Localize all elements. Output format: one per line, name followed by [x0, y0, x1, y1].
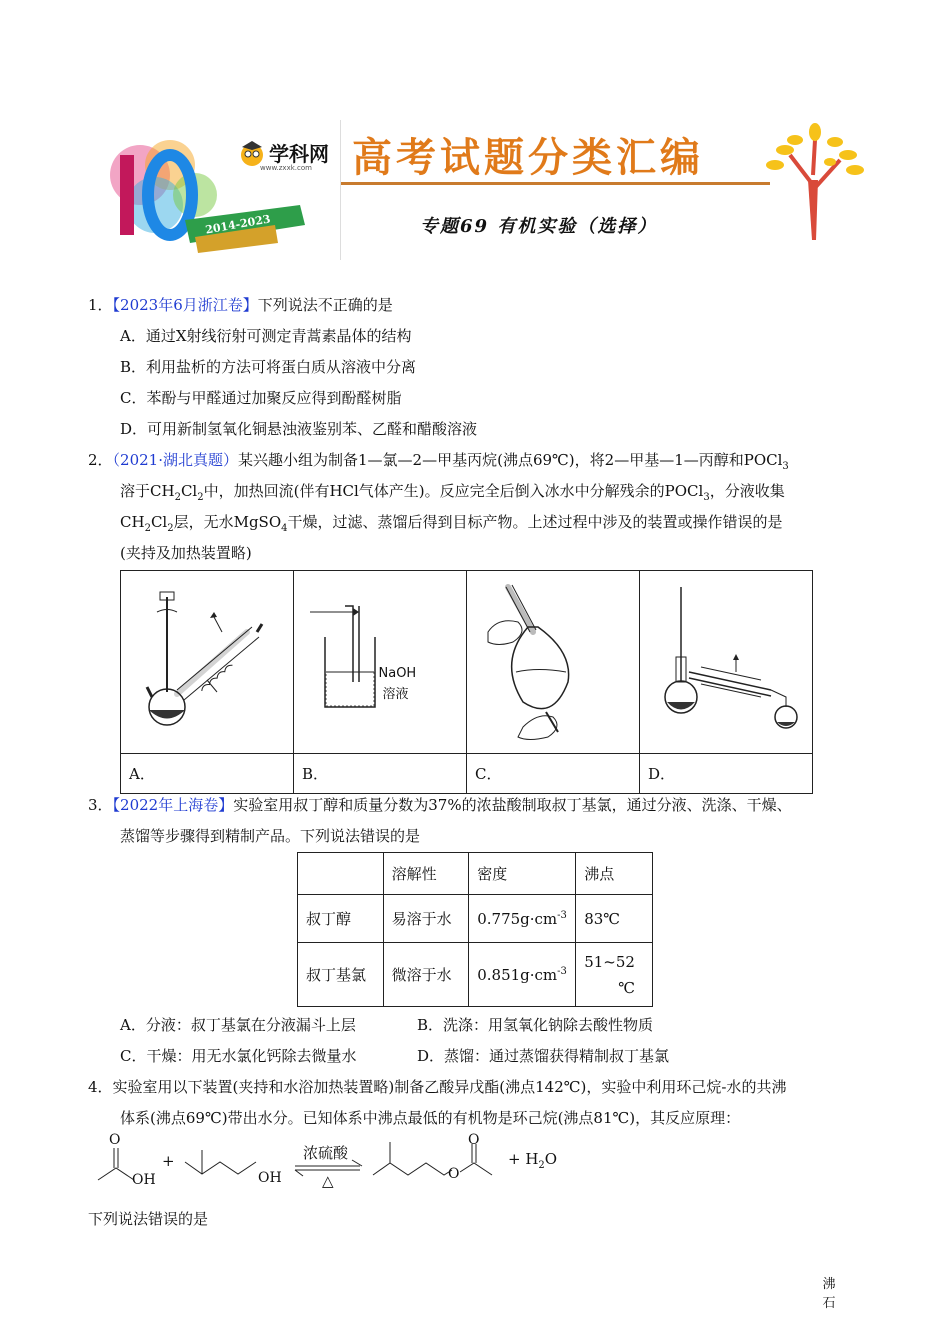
q4-line1	[88, 1076, 786, 1097]
table-cell: 叔丁基氯	[298, 943, 384, 1007]
q4-line2: 体系(沸点69℃)带出水分。已知体系中沸点最低的有机物是环己烷(沸点81℃)，其反应原理：	[120, 1109, 741, 1127]
q1-text: 下列说法不正确的是	[257, 296, 393, 314]
water-o: O	[544, 1150, 558, 1168]
bp-unit: ℃	[618, 978, 635, 997]
bp-value: 51~52	[584, 952, 635, 971]
q3-line1	[88, 794, 792, 815]
q3-text-1: 实验室用叔丁醇和质量分数为37%的浓盐酸制取叔丁基氯，通过分液、洗涤、干燥、	[233, 796, 792, 814]
figure-label-b: B．	[294, 754, 467, 794]
q2-source: （2021·湖北真题）	[112, 451, 238, 469]
q1-option-a: A．通过X射线衍射可测定青蒿素晶体的结构	[120, 327, 412, 345]
distillation-apparatus-figure	[641, 572, 811, 748]
figure-label-c: C．	[467, 754, 640, 794]
table-row	[298, 943, 653, 1007]
sup: -3	[557, 965, 567, 977]
q1-source: 【2023年6月浙江卷】	[112, 296, 258, 314]
sub: 2	[197, 492, 204, 503]
reagent-label: 浓硫酸	[303, 1144, 349, 1162]
site-logo	[238, 138, 329, 167]
figure-a-cell	[121, 571, 294, 754]
q1-option-d: D．可用新制氢氧化铜悬浊液鉴别苯、乙醛和醋酸溶液	[120, 420, 478, 438]
water-product	[508, 1150, 557, 1171]
table-cell	[469, 895, 576, 943]
figure-label-d: D．	[640, 754, 813, 794]
q1-option-c: C．苯酚与甲醛通过加聚反应得到酚醛树脂	[120, 389, 402, 407]
years-badge-word: years	[223, 186, 271, 213]
density-value: 0.775g·cm	[477, 909, 558, 928]
acid-o: O	[109, 1132, 121, 1148]
header-divider-vertical	[340, 120, 341, 260]
figure-c-cell	[467, 571, 640, 754]
heat-symbol: △	[322, 1172, 334, 1190]
sub: 2	[174, 492, 181, 503]
q1-option-b: B．利用盐析的方法可将蛋白质从溶液中分离	[120, 358, 417, 376]
logo-face-icon	[238, 139, 266, 167]
sup: -3	[557, 909, 567, 921]
q2-text-2d: ，分液收集	[709, 482, 785, 500]
property-table	[297, 852, 653, 1007]
q2-text-2a: 溶于CH	[120, 482, 175, 500]
table-cell: 易溶于水	[383, 895, 469, 943]
table-cell: 叔丁醇	[298, 895, 384, 943]
q1-number: 1．	[88, 296, 113, 314]
q3-option-b: B．洗涤：用氢氧化钠除去酸性物质	[417, 1016, 654, 1034]
table-header-cell: 密度	[469, 853, 576, 895]
gas-absorption-figure	[295, 572, 465, 748]
table-header-cell: 沸点	[576, 853, 653, 895]
reflux-apparatus-figure	[122, 572, 292, 748]
density-value: 0.851g·cm	[477, 965, 558, 984]
naoh-label: NaOH	[378, 665, 417, 681]
ester-carbonyl-o: O	[468, 1132, 480, 1148]
sub: 4	[281, 523, 288, 534]
table-header-row	[298, 853, 653, 895]
q3-line2: 蒸馏等步骤得到精制产品。下列说法错误的是	[120, 827, 421, 845]
q2-text-2b: Cl	[180, 482, 198, 500]
sub: 3	[782, 461, 789, 472]
boiling-chips-label: 沸石	[822, 1276, 836, 1311]
q2-line3	[120, 511, 783, 534]
q3-option-c: C．干燥：用无水氯化钙除去微量水	[120, 1047, 357, 1065]
table-cell: 83℃	[576, 895, 653, 943]
water-h: + H	[508, 1150, 539, 1168]
table-header-cell: 溶解性	[383, 853, 469, 895]
q2-text-2c: 中，加热回流(伴有HCl气体产生)。反应完全后倒入冰水中分解残余的POCl	[203, 482, 704, 500]
sub: 2	[167, 523, 174, 534]
separatory-funnel-figure	[468, 572, 638, 748]
sub: 3	[703, 492, 710, 503]
table-cell	[576, 943, 653, 1007]
table-cell: 微溶于水	[383, 943, 469, 1007]
figure-b-cell	[294, 571, 467, 754]
q2-text-3a: CH	[120, 513, 145, 531]
q3-source: 【2022年上海卷】	[112, 796, 234, 814]
header	[100, 120, 870, 260]
topic-title: 专题69 有机实验（选择）	[420, 216, 658, 237]
solution-label: 溶液	[382, 686, 409, 702]
q2-text-1: 某兴趣小组为制备1—氯—2—甲基丙烷(沸点69℃)，将2—甲基—1—丙醇和POCl	[238, 451, 783, 469]
figure-d-cell	[640, 571, 836, 1311]
table-header-cell	[298, 853, 384, 895]
logo-text: 学科网	[269, 142, 329, 166]
sub: 2	[144, 523, 151, 534]
q2-text-3b: Cl	[150, 513, 168, 531]
reaction-scheme	[90, 1130, 870, 1200]
q3-number: 3．	[88, 796, 113, 814]
reaction-structures	[90, 1130, 870, 1200]
table-cell	[469, 943, 576, 1007]
q2-number: 2．	[88, 451, 113, 469]
q1-stem	[88, 294, 393, 315]
banner-title: 高考试题分类汇编	[352, 134, 704, 181]
q3-option-d: D．蒸馏：通过蒸馏获得精制叔丁基氯	[417, 1047, 670, 1065]
plus-sign: +	[162, 1152, 175, 1170]
q2-line2	[120, 480, 785, 503]
q4-text-1: 实验室用以下装置(夹持和水浴加热装置略)制备乙酸异戊酯(沸点142℃)，实验中利用环己烷-水的共沸	[112, 1078, 787, 1096]
q2-text-3c: 层，无水MgSO	[173, 513, 282, 531]
sub: 2	[538, 1160, 545, 1171]
logo-url: www.zxxk.com	[260, 164, 312, 172]
table-row	[298, 895, 653, 943]
q2-line4: (夹持及加热装置略)	[120, 544, 252, 562]
q2-text-3d: 干燥，过滤、蒸馏后得到目标产物。上述过程中涉及的装置或操作错误的是	[287, 513, 783, 531]
figure-label-a: A．	[121, 754, 294, 794]
q3-option-a: A．分液：叔丁基氯在分液漏斗上层	[120, 1016, 356, 1034]
ester-o: O	[448, 1166, 460, 1182]
years-badge-range: 2014-2023	[204, 212, 272, 237]
q4-tail: 下列说法错误的是	[88, 1210, 209, 1228]
acid-oh: OH	[132, 1172, 156, 1188]
q4-number: 4．	[88, 1078, 113, 1096]
alcohol-oh: OH	[258, 1170, 282, 1186]
tree-pencil-icon	[760, 120, 870, 245]
q2-line1	[88, 449, 789, 472]
